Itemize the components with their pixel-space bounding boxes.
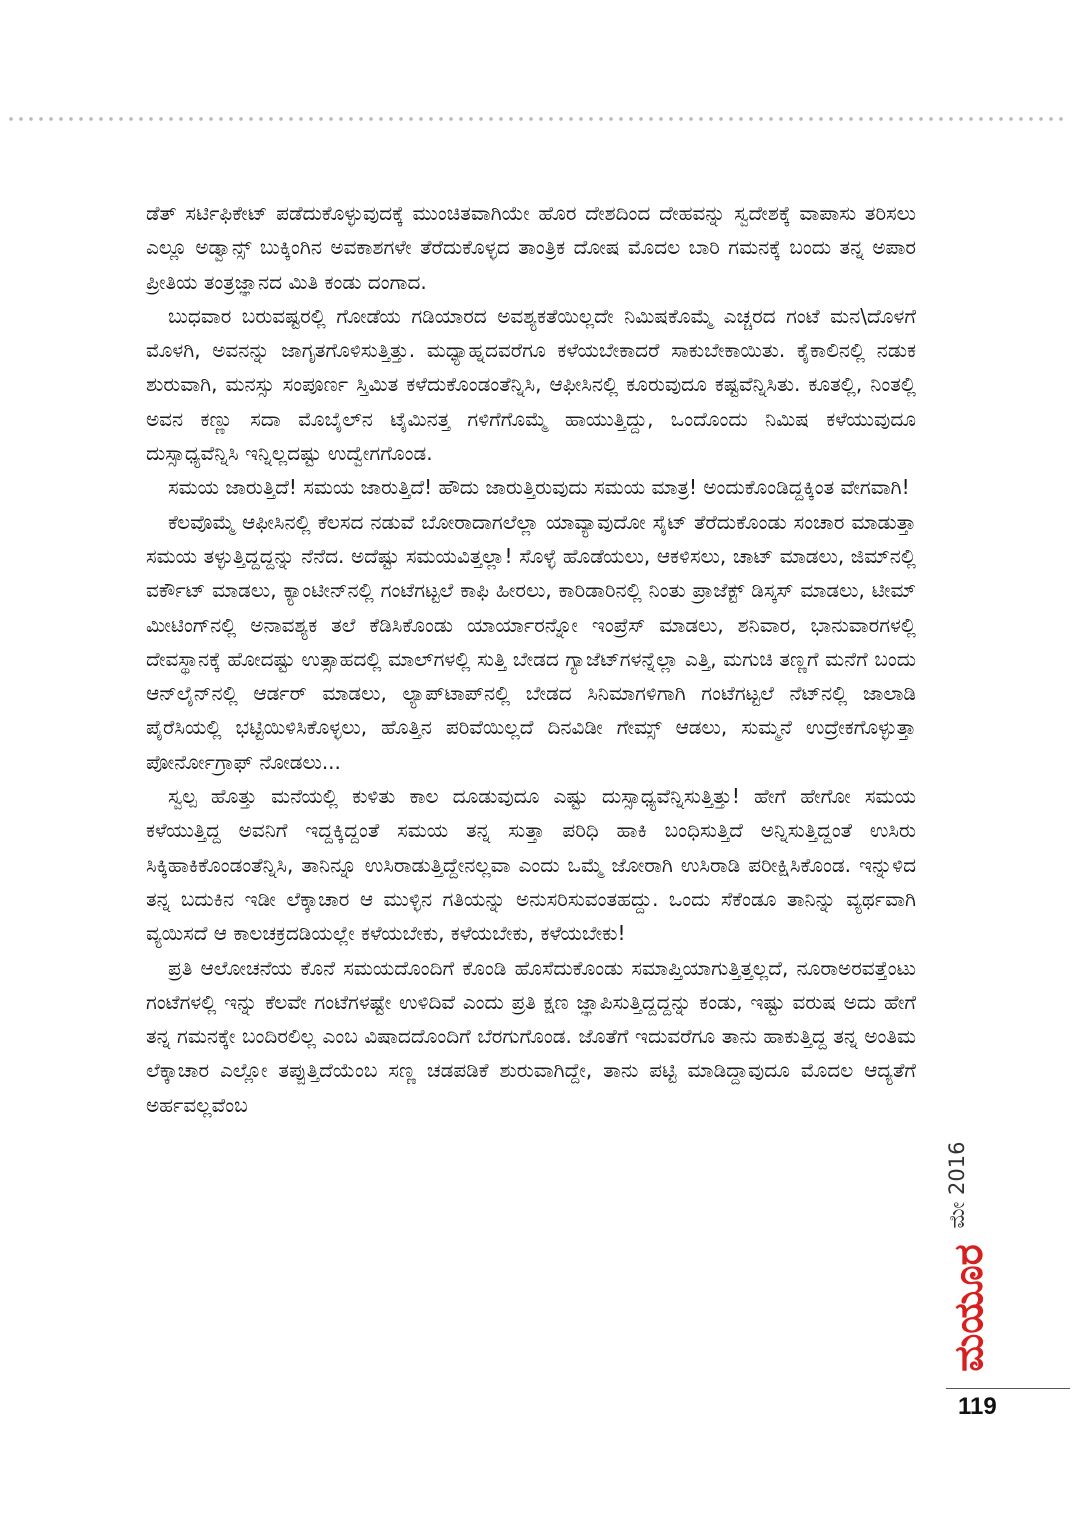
article-paragraph: ಕೆಲವೊಮ್ಮೆ ಆಫೀಸಿನಲ್ಲಿ ಕೆಲಸದ ನಡುವೆ ಬೋರಾದಾಗಲೆಲ್ಲಾ ಯಾವ್ಯಾವುದೋ ಸೈಟ್ ತೆರೆದುಕೊಂಡು ಸಂಚಾರ ಮಾಡುತ್ತಾ ಸಮಯ ತಳ್ಳುತ್ತಿದ್ದದ್ದನ್ನು ನೆನೆದ. ಅದೆಷ್ಟು ಸಮಯವಿತ್ತಲ್ಲಾ! ಸೊಳ್ಳೆ ಹೊಡೆಯಲು, ಆಕಳಿಸಲು, ಚಾಟ್ ಮಾಡಲು, ಜಿಮ್‌ನಲ್ಲಿ ವರ್ಕೌಟ್ ಮಾಡಲು, ಕ್ಯಾಂಟೀನ್‌ನಲ್ಲಿ ಗಂಟೆಗಟ್ಟಲೆ ಕಾಫಿ ಹೀರಲು, ಕಾರಿಡಾರಿನಲ್ಲಿ ನಿಂತು ಪ್ರಾಜೆಕ್ಟ್ ಡಿಸ್ಕಸ್ ಮಾಡಲು, ಟೀಮ್ ಮೀಟಿಂಗ್‌ನಲ್ಲಿ ಅನಾವಶ್ಯಕ ತಲೆ ಕೆಡಿಸಿಕೊಂಡು ಯಾರ್ಯಾರನ್ನೋ ಇಂಪ್ರೆಸ್ ಮಾಡಲು, ಶನಿವಾರ, ಭಾನುವಾರಗಳಲ್ಲಿ ದೇವಸ್ಥಾನಕ್ಕೆ ಹೋದಷ್ಟು ಉತ್ಸಾಹದಲ್ಲಿ ಮಾಲ್‌ಗಳಲ್ಲಿ ಸುತ್ತಿ ಬೇಡದ ಗ್ಯಾಜೆಟ್‌ಗಳನ್ನೆಲ್ಲಾ ಎತ್ತಿ, ಮಗುಚಿ ತಣ್ಣಗೆ ಮನೆಗೆ ಬಂದು ಆನ್‌ಲೈನ್‌ನಲ್ಲಿ ಆರ್ಡರ್ ಮಾಡಲು, ಲ್ಯಾಪ್‌ಟಾಪ್‌ನಲ್ಲಿ ಬೇಡದ ಸಿನಿಮಾಗಳಿಗಾಗಿ ಗಂಟೆಗಟ್ಟಲೆ ನೆಟ್‌ನಲ್ಲಿ ಜಾಲಾಡಿ ಪೈರೆಸಿಯಲ್ಲಿ ಭಟ್ಟಿಯಿಳಿಸಿಕೊಳ್ಳಲು, ಹೊತ್ತಿನ ಪರಿವೆಯಿಲ್ಲದೆ ದಿನವಿಡೀ ಗೇಮ್ಸ್ ಆಡಲು, ಸುಮ್ಮನೆ ಉದ್ರೇಕಗೊಳ್ಳುತ್ತಾ ಪೋರ್ನೋಗ್ರಾಫ್ ನೋಡಲು... [146, 509, 916, 774]
article-paragraph: ಸ್ವಲ್ಪ ಹೊತ್ತು ಮನೆಯಲ್ಲಿ ಕುಳಿತು ಕಾಲ ದೂಡುವುದೂ ಎಷ್ಟು ದುಸ್ಸಾಧ್ಯವೆನ್ನಿಸುತ್ತಿತ್ತು! ಹೇಗೆ ಹೇಗೋ ಸಮಯ ಕಳೆಯುತ್ತಿದ್ದ ಅವನಿಗೆ ಇದ್ದಕ್ಕಿದ್ದಂತೆ ಸಮಯ ತನ್ನ ಸುತ್ತಾ ಪರಿಧಿ ಹಾಕಿ ಬಂಧಿಸುತ್ತಿದೆ ಅನ್ನಿಸುತ್ತಿದ್ದಂತೆ ಉಸಿರು ಸಿಕ್ಕಿಹಾಕಿಕೊಂಡಂತೆನ್ನಿಸಿ, ತಾನಿನ್ನೂ ಉಸಿರಾಡುತ್ತಿದ್ದೇನಲ್ಲವಾ ಎಂದು ಒಮ್ಮೆ ಜೋರಾಗಿ ಉಸಿರಾಡಿ ಪರೀಕ್ಷಿಸಿಕೊಂಡ. ಇನ್ನುಳಿದ ತನ್ನ ಬದುಕಿನ ಇಡೀ ಲೆಕ್ಕಾಚಾರ ಆ ಮುಳ್ಳಿನ ಗತಿಯನ್ನು ಅನುಸರಿಸುವಂತಹದ್ದು. ಒಂದು ಸೆಕೆಂಡೂ ತಾನಿನ್ನು ವ್ಯರ್ಥವಾಗಿ ವ್ಯಯಿಸದೆ ಆ ಕಾಲಚಕ್ರದಡಿಯಲ್ಲೇ ಕಳೆಯಬೇಕು, ಕಳೆಯಬೇಕು, ಕಳೆಯಬೇಕು! [146, 784, 916, 946]
dotted-header-rule [6, 116, 1066, 122]
issue-date: ಮೇ 2016 [945, 1141, 969, 1229]
article-paragraph: ಸಮಯ ಜಾರುತ್ತಿದೆ! ಸಮಯ ಜಾರುತ್ತಿದೆ! ಹೌದು ಜಾರುತ್ತಿರುವುದು ಸಮಯ ಮಾತ್ರ! ಅಂದುಕೊಂಡಿದ್ದಕ್ಕಿಂತ ವೇಗವಾಗಿ! [168, 475, 910, 500]
article-paragraph: ಪ್ರತಿ ಆಲೋಚನೆಯ ಕೊನೆ ಸಮಯದೊಂದಿಗೆ ಕೊಂಡಿ ಹೊಸೆದುಕೊಂಡು ಸಮಾಪ್ತಿಯಾಗುತ್ತಿತ್ತಲ್ಲದೆ, ನೂರಾಅರವತ್ತೆಂಟು ಗಂಟೆಗಳಲ್ಲಿ ಇನ್ನು ಕೆಲವೇ ಗಂಟೆಗಳಷ್ಟೇ ಉಳಿದಿವೆ ಎಂದು ಪ್ರತಿ ಕ್ಷಣ ಜ್ಞಾಪಿಸುತ್ತಿದ್ದದ್ದನ್ನು ಕಂಡು, ಇಷ್ಟು ವರುಷ ಅದು ಹೇಗೆ ತನ್ನ ಗಮನಕ್ಕೇ ಬಂದಿರಲಿಲ್ಲ ಎಂಬ ವಿಷಾದದೊಂದಿಗೆ ಬೆರಗುಗೊಂಡ. ಜೊತೆಗೆ ಇದುವರೆಗೂ ತಾನು ಹಾಕುತ್ತಿದ್ದ ತನ್ನ ಅಂತಿಮ ಲೆಕ್ಕಾಚಾರ ಎಲ್ಲೋ ತಪ್ಪುತ್ತಿದೆಯೆಂಬ ಸಣ್ಣ ಚಡಪಡಿಕೆ ಶುರುವಾಗಿದ್ದೇ, ತಾನು ಪಟ್ಟಿ ಮಾಡಿದ್ದಾವುದೂ ಮೊದಲ ಆದ್ಯತೆಗೆ ಅರ್ಹವಲ್ಲವೆಂಬ [146, 955, 916, 1117]
page-number-rule [946, 1388, 1070, 1389]
magazine-logo: ಮಯೂರ [946, 1244, 992, 1372]
article-paragraph: ಡೆತ್ ಸರ್ಟಿಫಿಕೇಟ್ ಪಡೆದುಕೊಳ್ಳುವುದಕ್ಕೆ ಮುಂಚಿತವಾಗಿಯೇ ಹೊರ ದೇಶದಿಂದ ದೇಹವನ್ನು ಸ್ವದೇಶಕ್ಕೆ ವಾಪಾಸು ತರಿಸಲು ಎಲ್ಲೂ ಅಡ್ವಾನ್ಸ್ ಬುಕ್ಕಿಂಗಿನ ಅವಕಾಶಗಳೇ ತೆರೆದುಕೊಳ್ಳದ ತಾಂತ್ರಿಕ ದೋಷ ಮೊದಲ ಬಾರಿ ಗಮನಕ್ಕೆ ಬಂದು ತನ್ನ ಅಪಾರ ಪ್ರೀತಿಯ ತಂತ್ರಜ್ಞಾನದ ಮಿತಿ ಕಂಡು ದಂಗಾದ. [146, 201, 916, 294]
page-number: 119 [958, 1393, 997, 1420]
article-paragraph: ಬುಧವಾರ ಬರುವಷ್ಟರಲ್ಲಿ ಗೋಡೆಯ ಗಡಿಯಾರದ ಅವಶ್ಯಕತೆಯಿಲ್ಲದೇ ನಿಮಿಷಕೊಮ್ಮೆ ಎಚ್ಚರದ ಗಂಟೆ ಮನ\ದೊಳಗೆ ಮೊಳಗಿ, ಅವನನ್ನು ಜಾಗೃತಗೊಳಿಸುತ್ತಿತ್ತು. ಮಧ್ಯಾಹ್ನದವರೆಗೂ ಕಳೆಯಬೇಕಾದರೆ ಸಾಕುಬೇಕಾಯಿತು. ಕೈಕಾಲಿನಲ್ಲಿ ನಡುಕ ಶುರುವಾಗಿ, ಮನಸ್ಸು ಸಂಪೂರ್ಣ ಸ್ತಿಮಿತ ಕಳೆದುಕೊಂಡಂತೆನ್ನಿಸಿ, ಆಫೀಸಿನಲ್ಲಿ ಕೂರುವುದೂ ಕಷ್ಟವೆನ್ನಿಸಿತು. ಕೂತಲ್ಲಿ, ನಿಂತಲ್ಲಿ ಅವನ ಕಣ್ಣು ಸದಾ ಮೊಬೈಲ್‌ನ ಟೈಮಿನತ್ತ ಗಳಿಗೆಗೊಮ್ಮೆ ಹಾಯುತ್ತಿದ್ದು, ಒಂದೊಂದು ನಿಮಿಷ ಕಳೆಯುವುದೂ ದುಸ್ಸಾಧ್ಯವೆನ್ನಿಸಿ ಇನ್ನಿಲ್ಲದಷ್ಟು ಉದ್ವೇಗಗೊಂಡ. [146, 303, 916, 466]
article-body [146, 196, 916, 1122]
